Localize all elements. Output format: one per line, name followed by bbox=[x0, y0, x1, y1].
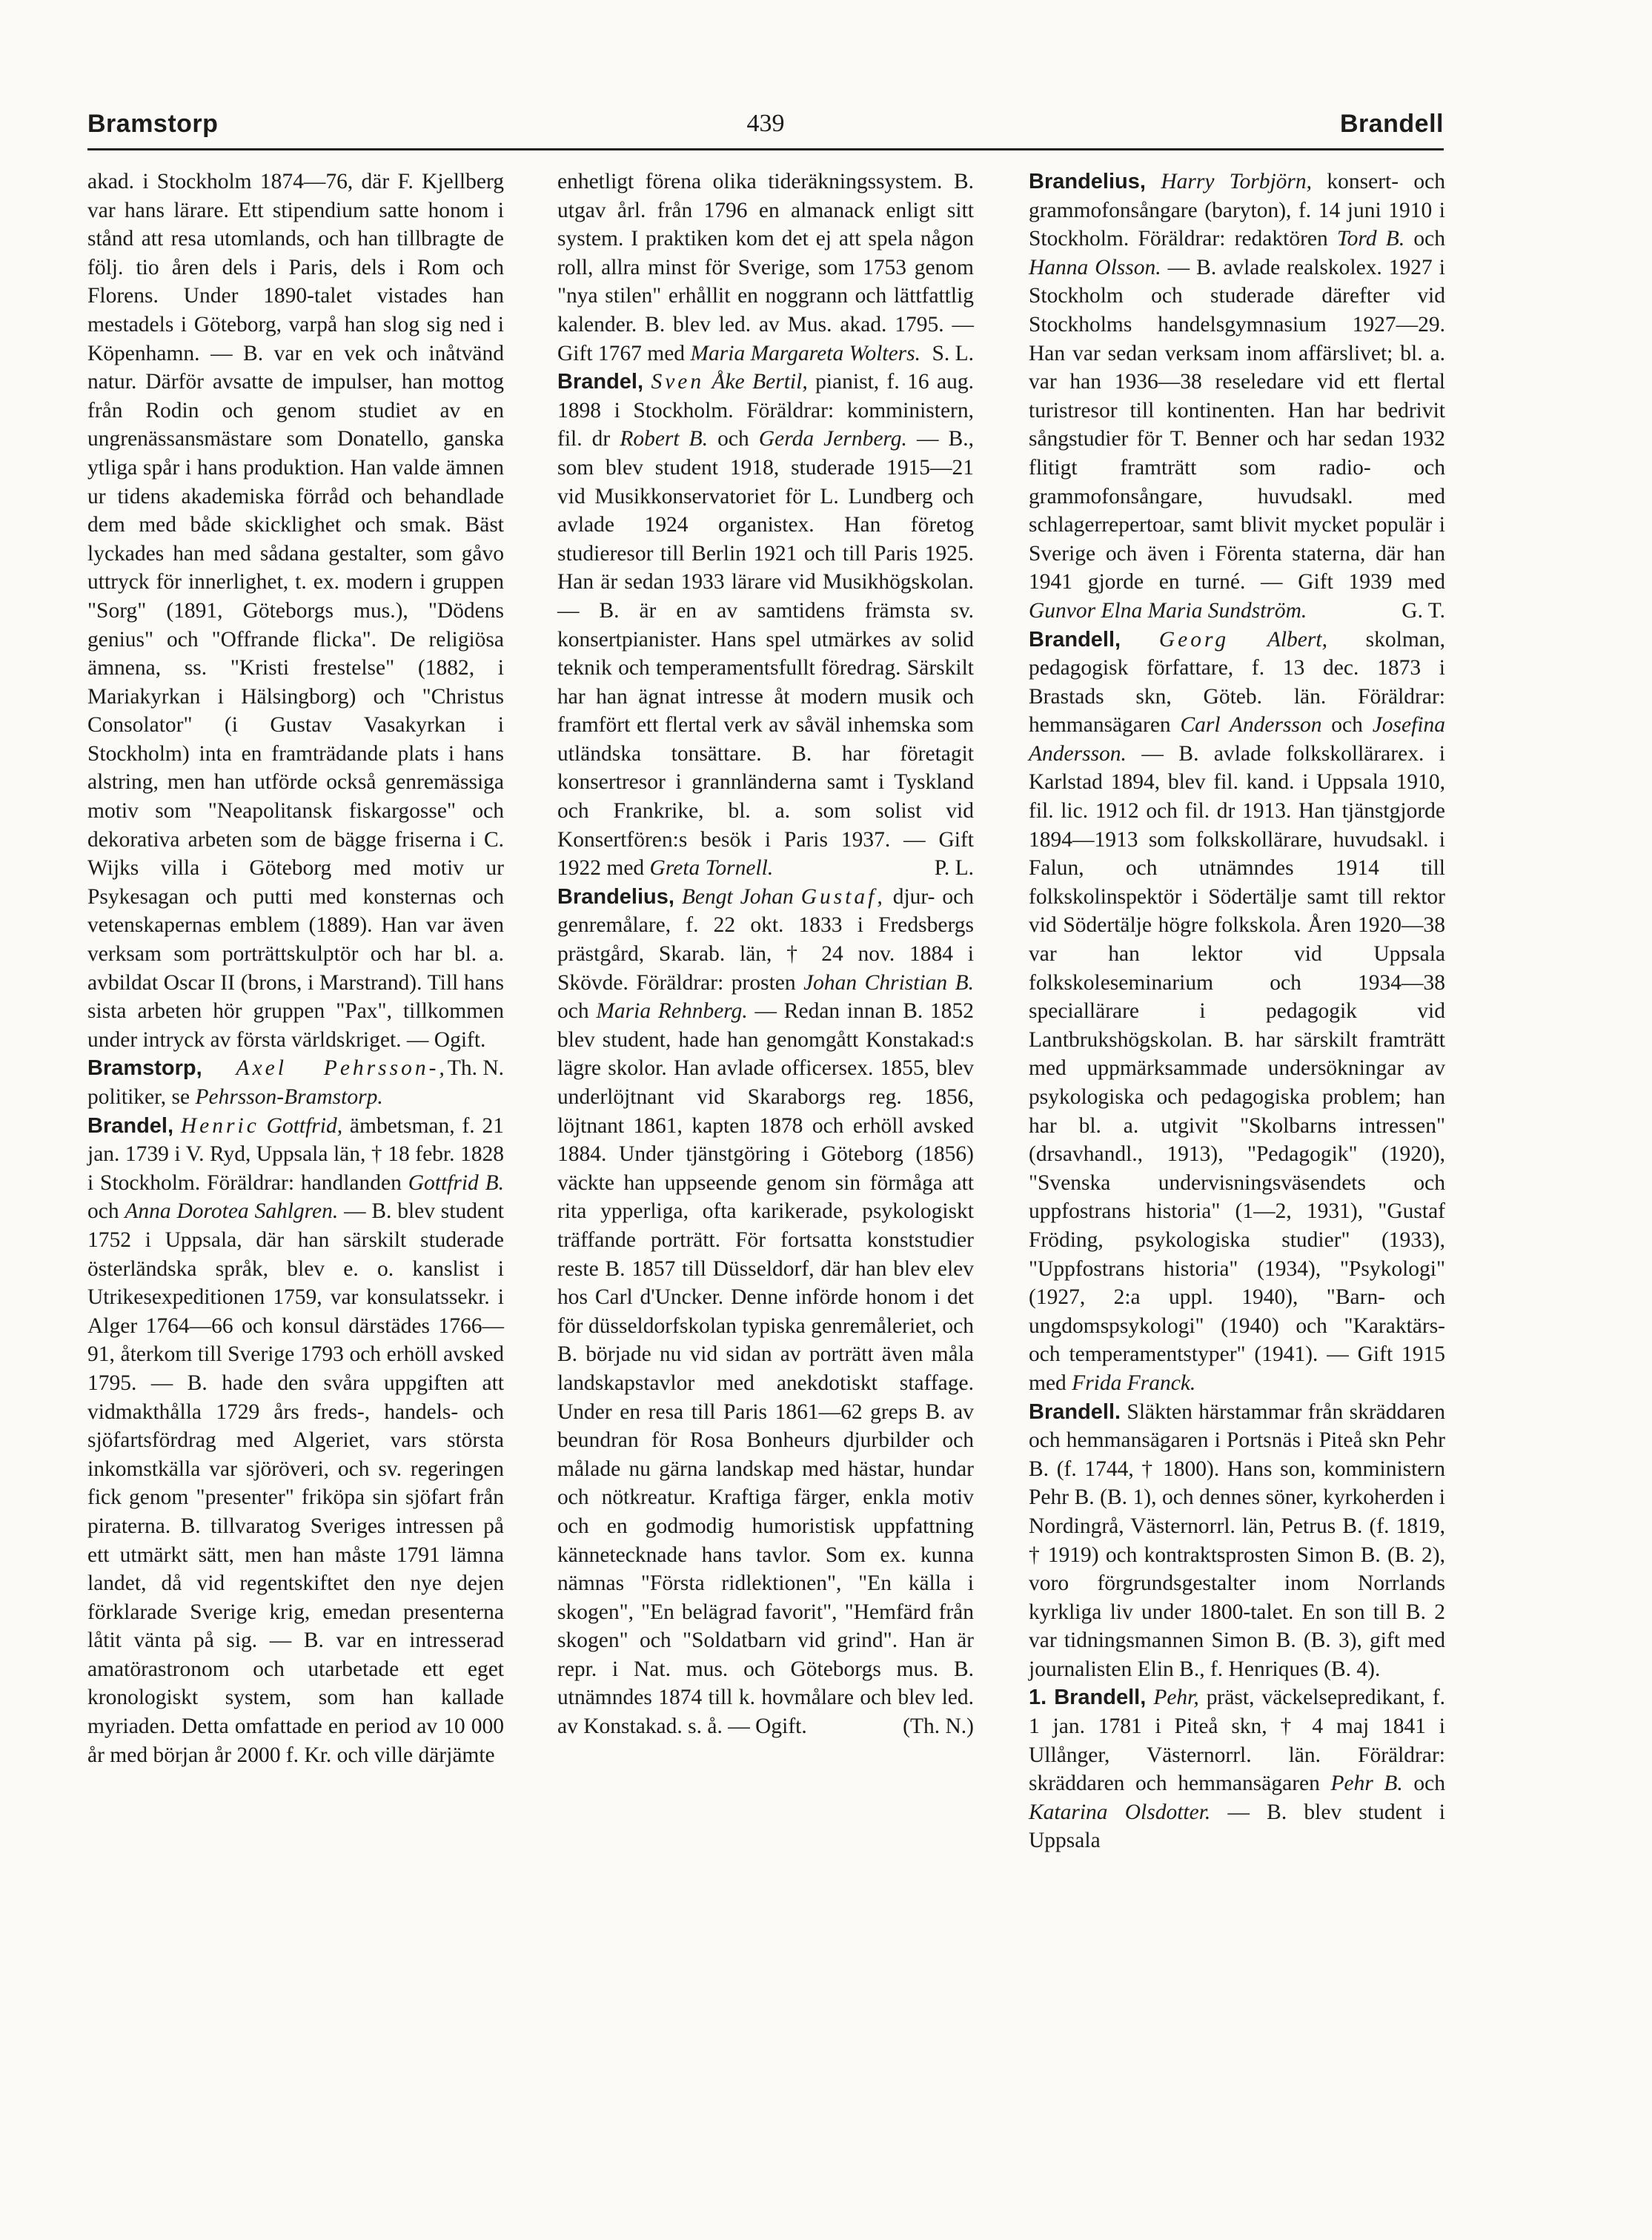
entry-brandell-pehr: 1. Brandell, Pehr, präst, väckelsepredikant, f. 1 jan. 1781 i Piteå skn, † 4 maj 1841 i Ullånger, Västernorrl. län. Föräldrar: skräddaren och hemmansägaren Pehr B. och Katarina Olsdotter. — B. blev student i Uppsala bbox=[1029, 1686, 1446, 1853]
entry-number: 1. bbox=[1029, 1686, 1047, 1710]
entry-brandell-family: Brandell. Släkten härstammar från skräddaren och hemmansägaren i Portsnäs i Piteå skn Pehr B. (f. 1744, † 1800). Hans son, komministern Pehr B. (B. 1), och dennes söner, kyrkoherden i Nordingrå, Västernorrl. län, Petrus B. (f. 1819, † 1919) och kontraktsprosten Simon B. (B. 2), voro förgrundsgestalter inom Norrlands kyrkliga liv under 1800-talet. En son till B. 2 var tidningsmannen Simon B. (B. 3), gift med journalisten Elin B., f. Henriques (B. 4). bbox=[1029, 1399, 1445, 1681]
signature: G. T. bbox=[1401, 598, 1445, 623]
entry-brandel-sven: Brandel, Sven Åke Bertil, pianist, f. 16 aug. 1898 i Stockholm. Föräldrar: komministern, fil. dr Robert B. och Gerda Jernberg. — B., som blev student 1918, studerade 1915—21 vid Musikkonservatoriet för L. Lundberg och avlade 1924 organistex. Han företog studieresor till Berlin 1921 och till Paris 1925. Han är sedan 1933 lärare vid Musikhögskolan. — B. är en av samtidens främsta sv. konsertpianister. Hans spel utmärkes av solid teknik och temperamentsfullt föredrag. Särskilt har han ägnat intresse åt modern musik och framfört ett flertal verk av såväl inhemska som utländska tonsättare. B. har företagit konsertresor i grannländerna samt i Tyskland och Frankrike, bl. a. som solist vid Konsertfören:s besök i Paris 1937. — Gift 1922 med Greta Tornell. P. L. bbox=[557, 368, 974, 883]
entry-brandel-henric-cont: enhetligt förena olika tideräkningssystem. B. utgav årl. från 1796 en almanack enligt sitt system. I praktiken kom det ej att spela någon roll, allra minst för Sverige, som 1753 genom "nya stilen" erhållit en noggrann och lättfattlig kalender. B. blev led. av Mus. akad. 1795. — Gift 1767 med Maria Margareta Wolters. S. L. bbox=[557, 168, 974, 368]
entry-headword: Brandelius, bbox=[1029, 170, 1146, 193]
signature: Th. N. bbox=[447, 1056, 504, 1081]
entry-headword: Brandell, bbox=[1029, 627, 1121, 652]
entry-brandel-henric: Brandel, Henric Gottfrid, ämbetsman, f. 21 jan. 1739 i V. Ryd, Uppsala län, † 18 febr. 1828 i Stockholm. Föräldrar: handlanden Gottfrid B. och Anna Dorotea Sahlgren. — B. blev student 1752 i Uppsala, där han särskilt studerade österländska språk, blev e. o. kanslist i Utrikesexpeditionen 1759, var konsulatssekr. i Alger 1764—66 och konsul därstädes 1766—91, återkom till Sverige 1793 och erhöll avsked 1795. — B. hade den svåra uppgiften att vidmakthålla 1729 års freds-, handels- och sjöfartsfördrag med Algeriet, vars största inkomstkälla var sjöröveri, och sv. regeringen fick genom "presenter" friköpa sin sjöfart från piraterna. B. tillvaratog Sveriges intressen på ett utmärkt sätt, men han måste 1791 lämna landet, då vid regentskiftet den nye dejen förklarade Sverige krig, emedan presenterna låtit vänta på sig. — B. var en intresserad amatörastronom och utarbetade ett eget kronologiskt system, som han kallade myriaden. Detta omfattade en period av 10 000 år med början år 2000 f. Kr. och ville därjämte bbox=[87, 1113, 505, 1767]
entry-headword: Brandel, bbox=[87, 1113, 174, 1138]
entry-headword: Brandelius, bbox=[557, 884, 674, 909]
column-3 bbox=[1029, 168, 1445, 1855]
signature: P. L. bbox=[934, 856, 974, 881]
entry-headword: Brandell, bbox=[1054, 1686, 1147, 1710]
entry-bramstorp: Bramstorp, Axel Pehrsson-, politiker, se Pehrsson-Bramstorp. bbox=[87, 1056, 448, 1109]
entry-brandell-georg: Brandell, Georg Albert, skolman, pedagogisk författare, f. 13 dec. 1873 i Brastads skn, Göteb. län. Föräldrar: hemmansägaren Carl Andersson och Josefina Andersson. — B. avlade folkskollärarex. i Karlstad 1894, blev fil. kand. i Uppsala 1910, fil. lic. 1912 och fil. dr 1913. Han tjänstgjorde 1894—1913 som folkskollärare, huvudsakl. i Falun, och utnämndes 1914 till folkskolinspektör i Södertälje samt till rektor vid Södertälje högre folkskola. Åren 1920—38 var han lektor vid Uppsala folkskoleseminarium och 1934—38 speciallärare i pedagogik vid Lantbrukshögskolan. B. har särskilt framträtt med uppmärksammade undersökningar av psykologiska och pedagogiska problem; han har bl. a. utgivit "Skolbarns intressen" (drsavhandl., 1913), "Pedagogik" (1920), "Svenska undervisningsväsendets och uppfostrans historia" (1—2, 1931), "Gustaf Fröding, psykologiska studier" (1933), "Uppfostrans historia" (1934), "Psykologi" (1927, 2:a uppl. 1940), "Barn- och ungdomspsykologi" (1940) och "Karaktärs- och temperamentstyper" (1941). — Gift 1915 med Frida Franck. bbox=[1029, 627, 1446, 1395]
signature: S. L. bbox=[932, 341, 974, 365]
header-left-keyword: Bramstorp bbox=[87, 110, 219, 138]
entry-headword: Brandel, bbox=[557, 370, 644, 394]
page-number: 439 bbox=[746, 110, 785, 137]
entry-headword: Brandell. bbox=[1029, 1399, 1121, 1424]
header-rule bbox=[87, 148, 1444, 150]
signature: (Th. N.) bbox=[903, 1714, 974, 1739]
column-2 bbox=[557, 168, 974, 1741]
header-right-keyword: Brandell bbox=[1339, 110, 1444, 138]
entry-continuation: akad. i Stockholm 1874—76, där F. Kjellberg var hans lärare. Ett stipendium satte honom i stånd att resa utomlands, och han tillbragte de följ. tio åren dels i Paris, dels i Rom och Florens. Under 1890-talet vistades han mestadels i Göteborg, varpå han slog sig ned i Köpenhamn. — B. var en vek och inåtvänd natur. Därför avsatte de impulser, han mottog från Rodin och genom studiet av en ungrenässansmästare som Donatello, ganska ytliga spår i hans produktion. Han valde ämnen ur tidens akademiska förråd och behandlade dem med både skicklighet och smak. Bäst lyckades han med sådana gestalter, som gåvo uttryck för innerlighet, t. ex. modern i gruppen "Sorg" (1891, Göteborgs mus.), "Dödens genius" och "Offrande flicka". De religiösa ämnena, ss. "Kristi frestelse" (1882, i Mariakyrkan i Hälsingborg) och "Christus Consolator" (i Gustav Vasakyrkan i Stockholm) inta en framträdande plats i hans alstring, men han utförde också genremässiga motiv som "Neapolitansk fiskargosse" och dekorativa arbeten som de bägge friserna i C. Wijks villa i Göteborg med motiv ur Psykesagan och putti med konsternas och vetenskapernas emblem (1889). Han var även verksam som porträttskulptör och har bl. a. avbildat Oscar II (brons, i Marstrand). Till hans sista arbeten hör gruppen "Pax", tillkommen under intryck av första världskriget. — Ogift. Th. N. bbox=[87, 168, 504, 1054]
entry-brandelius-bengt: Brandelius, Bengt Johan Gustaf, djur- och genremålare, f. 22 okt. 1833 i Fredsbergs prästgård, Skarab. län, † 24 nov. 1884 i Skövde. Föräldrar: prosten Johan Christian B. och Maria Rehnberg. — Redan innan B. 1852 blev student, hade han genomgått Konstakad:s lägre skolor. Han avlade officersex. 1855, blev underlöjtnant vid Skaraborgs reg. 1856, löjtnant 1861, kapten 1878 och erhöll avsked 1884. Under tjänstgöring i Göteborg (1856) väckte han uppseende genom sin förmåga att rita ypperliga, ofta karikerade, psykologiskt träffande porträtt. För fortsatta konststudier reste B. 1857 till Düsseldorf, där han blev elev hos Carl d'Uncker. Denne införde honom i det för düsseldorfskolan typiska genremåleriet, och B. började nu vid sidan av porträtt även måla landskapstavlor med anekdotiskt staffage. Under en resa till Paris 1861—62 greps B. av beundran för Rosa Bonheurs djurbilder och målade nu gärna landskap med hästar, hundar och nötkreatur. Kraftiga färger, enkla motiv och en godmodig humoristisk uppfattning kännetecknade hans tavlor. Som ex. kunna nämnas "Första ridlektionen", "En källa i skogen", "En belägrad favorit", "Hemfärd från skogen" och "Soldatbarn vid grind". Han är repr. i Nat. mus. och Göteborgs mus. B. utnämndes 1874 till k. hovmålare och blev led. av Konstakad. s. å. — Ogift. (Th. N.) bbox=[557, 883, 974, 1741]
entry-brandelius-harry: Brandelius, Harry Torbjörn, konsert- och grammofonsångare (baryton), f. 14 juni 1910 i Stockholm. Föräldrar: redaktören Tord B. och Hanna Olsson. — B. avlade realskolex. 1927 i Stockholm och studerade därefter vid Stockholms handelsgymnasium 1927—29. Han var sedan verksam inom affärslivet; bl. a. var han 1936—38 reseledare vid ett flertal turistresor till kontinenten. Han har bedrivit sångstudier för T. Benner och har sedan 1932 flitigt framträtt som radio- och grammofonsångare, huvudsakl. med schlagerrepertoar, samt blivit mycket populär i Sverige och även i Förenta staterna, där han 1941 gjorde en turné. — Gift 1939 med Gunvor Elna Maria Sundström. G. T. bbox=[1029, 168, 1445, 626]
column-1 bbox=[87, 168, 504, 1769]
running-header bbox=[87, 110, 1444, 154]
entry-headword: Bramstorp, bbox=[87, 1056, 202, 1081]
